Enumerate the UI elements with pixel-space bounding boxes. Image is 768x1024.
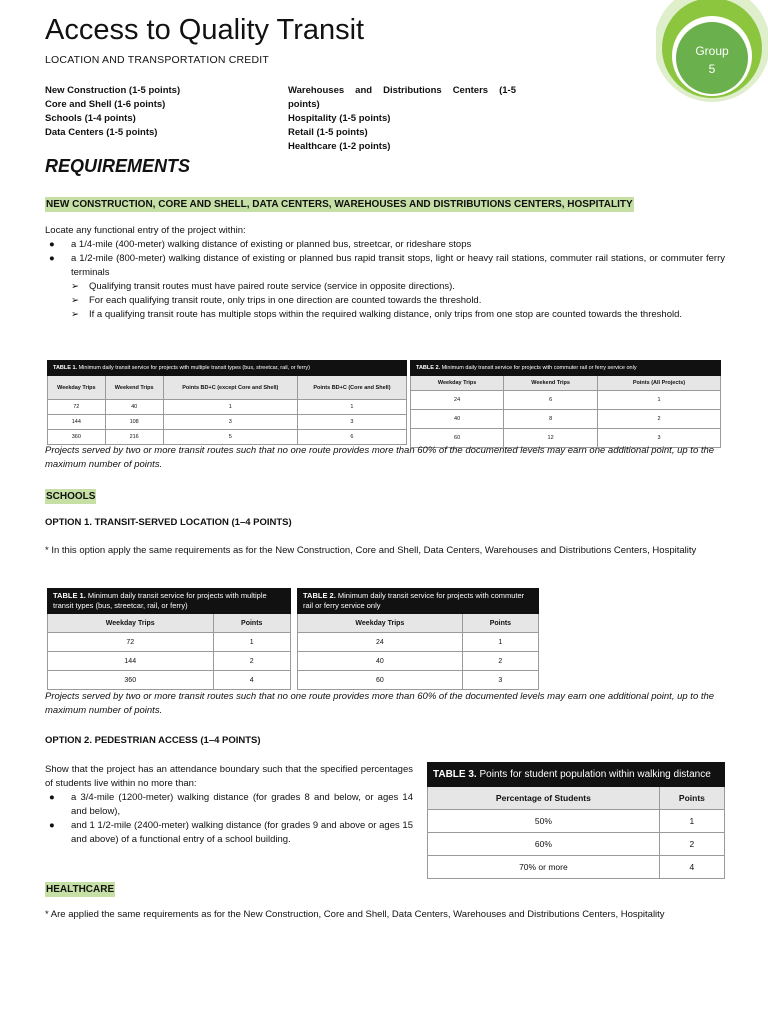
table-cell: 1 [163, 400, 297, 415]
table-cell: 72 [48, 400, 106, 415]
table-header: Points BD+C (Core and Shell) [297, 376, 406, 400]
table-cell: 3 [163, 415, 297, 430]
table-row [298, 671, 539, 690]
credit-item: Hospitality (1-5 points) [288, 113, 391, 124]
table-cell: 144 [48, 415, 106, 430]
table-cell: 2 [462, 652, 538, 671]
sub-bullet-text: Qualifying transit routes must have paired route service (service in opposite directions). [89, 281, 455, 292]
list-item [45, 294, 725, 308]
table-cell: 60 [298, 671, 463, 690]
bullet-icon: ● [49, 239, 55, 250]
option2-heading: OPTION 2. PEDESTRIAN ACCESS (1–4 POINTS) [45, 735, 261, 746]
table-header: Weekend Trips [105, 376, 163, 400]
table-row [411, 391, 721, 410]
list-item [45, 252, 725, 280]
table-cell: 72 [48, 633, 214, 652]
arrow-bullet-icon: ➢ [71, 295, 79, 306]
credit-item: Schools (1-4 points) [45, 113, 136, 124]
list-item [45, 280, 725, 294]
requirements-heading: REQUIREMENTS [45, 156, 191, 176]
bullet-icon: ● [49, 792, 55, 803]
option1-text: * In this option apply the same requirements as for the New Construction, Core and Shell, Data Centers, Warehouses and Distributions Centers, Hospitality [45, 545, 697, 556]
sub-bullet-text: If a qualifying transit route has multiple stops within the required walking distance, only trips from one stop are counted towards the threshold. [89, 309, 683, 320]
table-cell: 2 [598, 410, 721, 429]
section-heading-text: SCHOOLS [46, 491, 96, 502]
table-cell: 24 [298, 633, 463, 652]
table-cell: 108 [105, 415, 163, 430]
table-row [48, 671, 291, 690]
table-transit-commuter [410, 360, 721, 448]
arrow-bullet-icon: ➢ [71, 309, 79, 320]
section-heading-text: NEW CONSTRUCTION, CORE AND SHELL, DATA CENTERS, WAREHOUSES AND DISTRIBUTIONS CENTERS, HOSPITALITY [46, 199, 633, 210]
table-cell: 360 [48, 430, 106, 445]
table-row [428, 833, 725, 856]
option2-intro: Show that the project has an attendance boundary such that the specified percentages of students live within no more than: [45, 764, 413, 789]
credit-item: Core and Shell (1-6 points) [45, 99, 166, 110]
list-item [45, 238, 725, 252]
table-header: Percentage of Students [428, 787, 660, 810]
table-caption: TABLE 1. Minimum daily transit service for projects with multiple transit types (bus, streetcar, rail, or ferry) [48, 361, 407, 376]
table-cell: 12 [504, 429, 598, 448]
section-heading-healthcare [45, 879, 115, 897]
table-cell: 70% or more [428, 856, 660, 879]
arrow-bullet-icon: ➢ [71, 281, 79, 292]
healthcare-text: * Are applied the same requirements as for the New Construction, Core and Shell, Data Centers, Warehouses and Distributions Centers, Hospitality [45, 909, 665, 920]
bullet-text: a 1/2-mile (800-meter) walking distance of existing or planned bus rapid transit stops, light or heavy rail stations, commuter rail stations, or commuter ferry terminals [71, 253, 725, 278]
table-cell: 40 [105, 400, 163, 415]
table-row [48, 652, 291, 671]
table-cell: 2 [213, 652, 291, 671]
bullet-icon: ● [49, 820, 55, 831]
table-cell: 1 [659, 810, 724, 833]
group-badge [656, 0, 768, 102]
table-cell: 3 [462, 671, 538, 690]
table-header: Weekday Trips [48, 614, 214, 633]
table-row [298, 652, 539, 671]
badge-number: 5 [708, 62, 716, 76]
credits-left-list [45, 84, 265, 140]
table-cell: 216 [105, 430, 163, 445]
table-row [48, 430, 407, 445]
table-row [428, 856, 725, 879]
credit-item: Data Centers (1-5 points) [45, 127, 158, 138]
table-cell: 3 [297, 415, 406, 430]
table-row [48, 633, 291, 652]
table-header: Weekend Trips [504, 376, 598, 391]
table-row [411, 410, 721, 429]
table-cell: 5 [163, 430, 297, 445]
table-cell: 6 [297, 430, 406, 445]
page-subtitle: LOCATION AND TRANSPORTATION CREDIT [45, 54, 270, 66]
table-cell: 6 [504, 391, 598, 410]
table-cell: 360 [48, 671, 214, 690]
table-caption: TABLE 2. Minimum daily transit service for projects with commuter rail or ferry service only [411, 361, 721, 376]
credit-item: New Construction (1-5 points) [45, 85, 181, 96]
credits-right-list [288, 84, 516, 154]
table-cell: 60 [411, 429, 504, 448]
table-header: Points BD+C (except Core and Shell) [163, 376, 297, 400]
table-student-population [427, 762, 725, 879]
table-cell: 1 [598, 391, 721, 410]
page-title: Access to Quality Transit [45, 14, 365, 46]
table-cell: 4 [659, 856, 724, 879]
table-header: Weekday Trips [48, 376, 106, 400]
section-heading-general [45, 194, 634, 212]
table-cell: 144 [48, 652, 214, 671]
table-header: Weekday Trips [298, 614, 463, 633]
bullet-icon: ● [49, 253, 55, 264]
sub-bullet-text: For each qualifying transit route, only trips in one direction are counted towards the threshold. [89, 295, 482, 306]
credit-item: Healthcare (1-2 points) [288, 141, 391, 152]
table-cell: 1 [462, 633, 538, 652]
section1-intro: Locate any functional entry of the project within: [45, 225, 246, 236]
bullet-text: a 1/4-mile (400-meter) walking distance of existing or planned bus, streetcar, or rideshare stops [71, 239, 472, 250]
bullet-text: and 1 1/2-mile (2400-meter) walking distance (for grades 9 and above or ages 15 and above) of a functional entry of a school building. [71, 820, 413, 845]
table-cell: 3 [598, 429, 721, 448]
section-heading-text: HEALTHCARE [46, 884, 115, 895]
credit-item: Retail (1-5 points) [288, 127, 368, 138]
section-heading-schools [45, 486, 96, 504]
table-row [428, 810, 725, 833]
table-caption: TABLE 3. Points for student population within walking distance [428, 763, 725, 787]
additional-point-note: Projects served by two or more transit routes such that no one route provides more than 60% of the documented levels may earn one additional point, up to the maximum number of points. [45, 445, 715, 470]
table-schools-commuter [297, 588, 539, 690]
schools-additional-point-note: Projects served by two or more transit routes such that no one route provides more than 60% of the documented levels may earn one additional point, up to the maximum number of points. [45, 691, 715, 716]
option2-body [45, 763, 413, 847]
table-header: Points [213, 614, 291, 633]
table-row [48, 400, 407, 415]
table-row [298, 633, 539, 652]
table-header: Points [659, 787, 724, 810]
table-cell: 50% [428, 810, 660, 833]
option1-heading: OPTION 1. TRANSIT-SERVED LOCATION (1–4 POINTS) [45, 517, 292, 528]
list-item [45, 308, 725, 322]
table-schools-multiple [47, 588, 291, 690]
table-cell: 8 [504, 410, 598, 429]
table-cell: 4 [213, 671, 291, 690]
table-cell: 40 [411, 410, 504, 429]
table-caption: TABLE 1. Minimum daily transit service for projects with multiple transit types (bus, streetcar, rail, or ferry) [48, 589, 291, 614]
table-header: Points [462, 614, 538, 633]
table-cell: 1 [297, 400, 406, 415]
table-caption: TABLE 2. Minimum daily transit service for projects with commuter rail or ferry service only [298, 589, 539, 614]
credit-item: Warehouses and Distributions Centers (1-5 points) [288, 85, 516, 110]
table-cell: 60% [428, 833, 660, 856]
section1-body [45, 224, 725, 322]
list-item [45, 791, 413, 819]
bullet-text: a 3/4-mile (1200-meter) walking distance (for grades 8 and below, or ages 14 and below), [71, 792, 413, 817]
list-item [45, 819, 413, 847]
table-cell: 2 [659, 833, 724, 856]
table-transit-multiple [47, 360, 407, 445]
table-row [48, 415, 407, 430]
badge-label: Group [695, 44, 729, 58]
table-header: Points (All Projects) [598, 376, 721, 391]
table-cell: 40 [298, 652, 463, 671]
table-header: Weekday Trips [411, 376, 504, 391]
table-cell: 24 [411, 391, 504, 410]
table-cell: 1 [213, 633, 291, 652]
